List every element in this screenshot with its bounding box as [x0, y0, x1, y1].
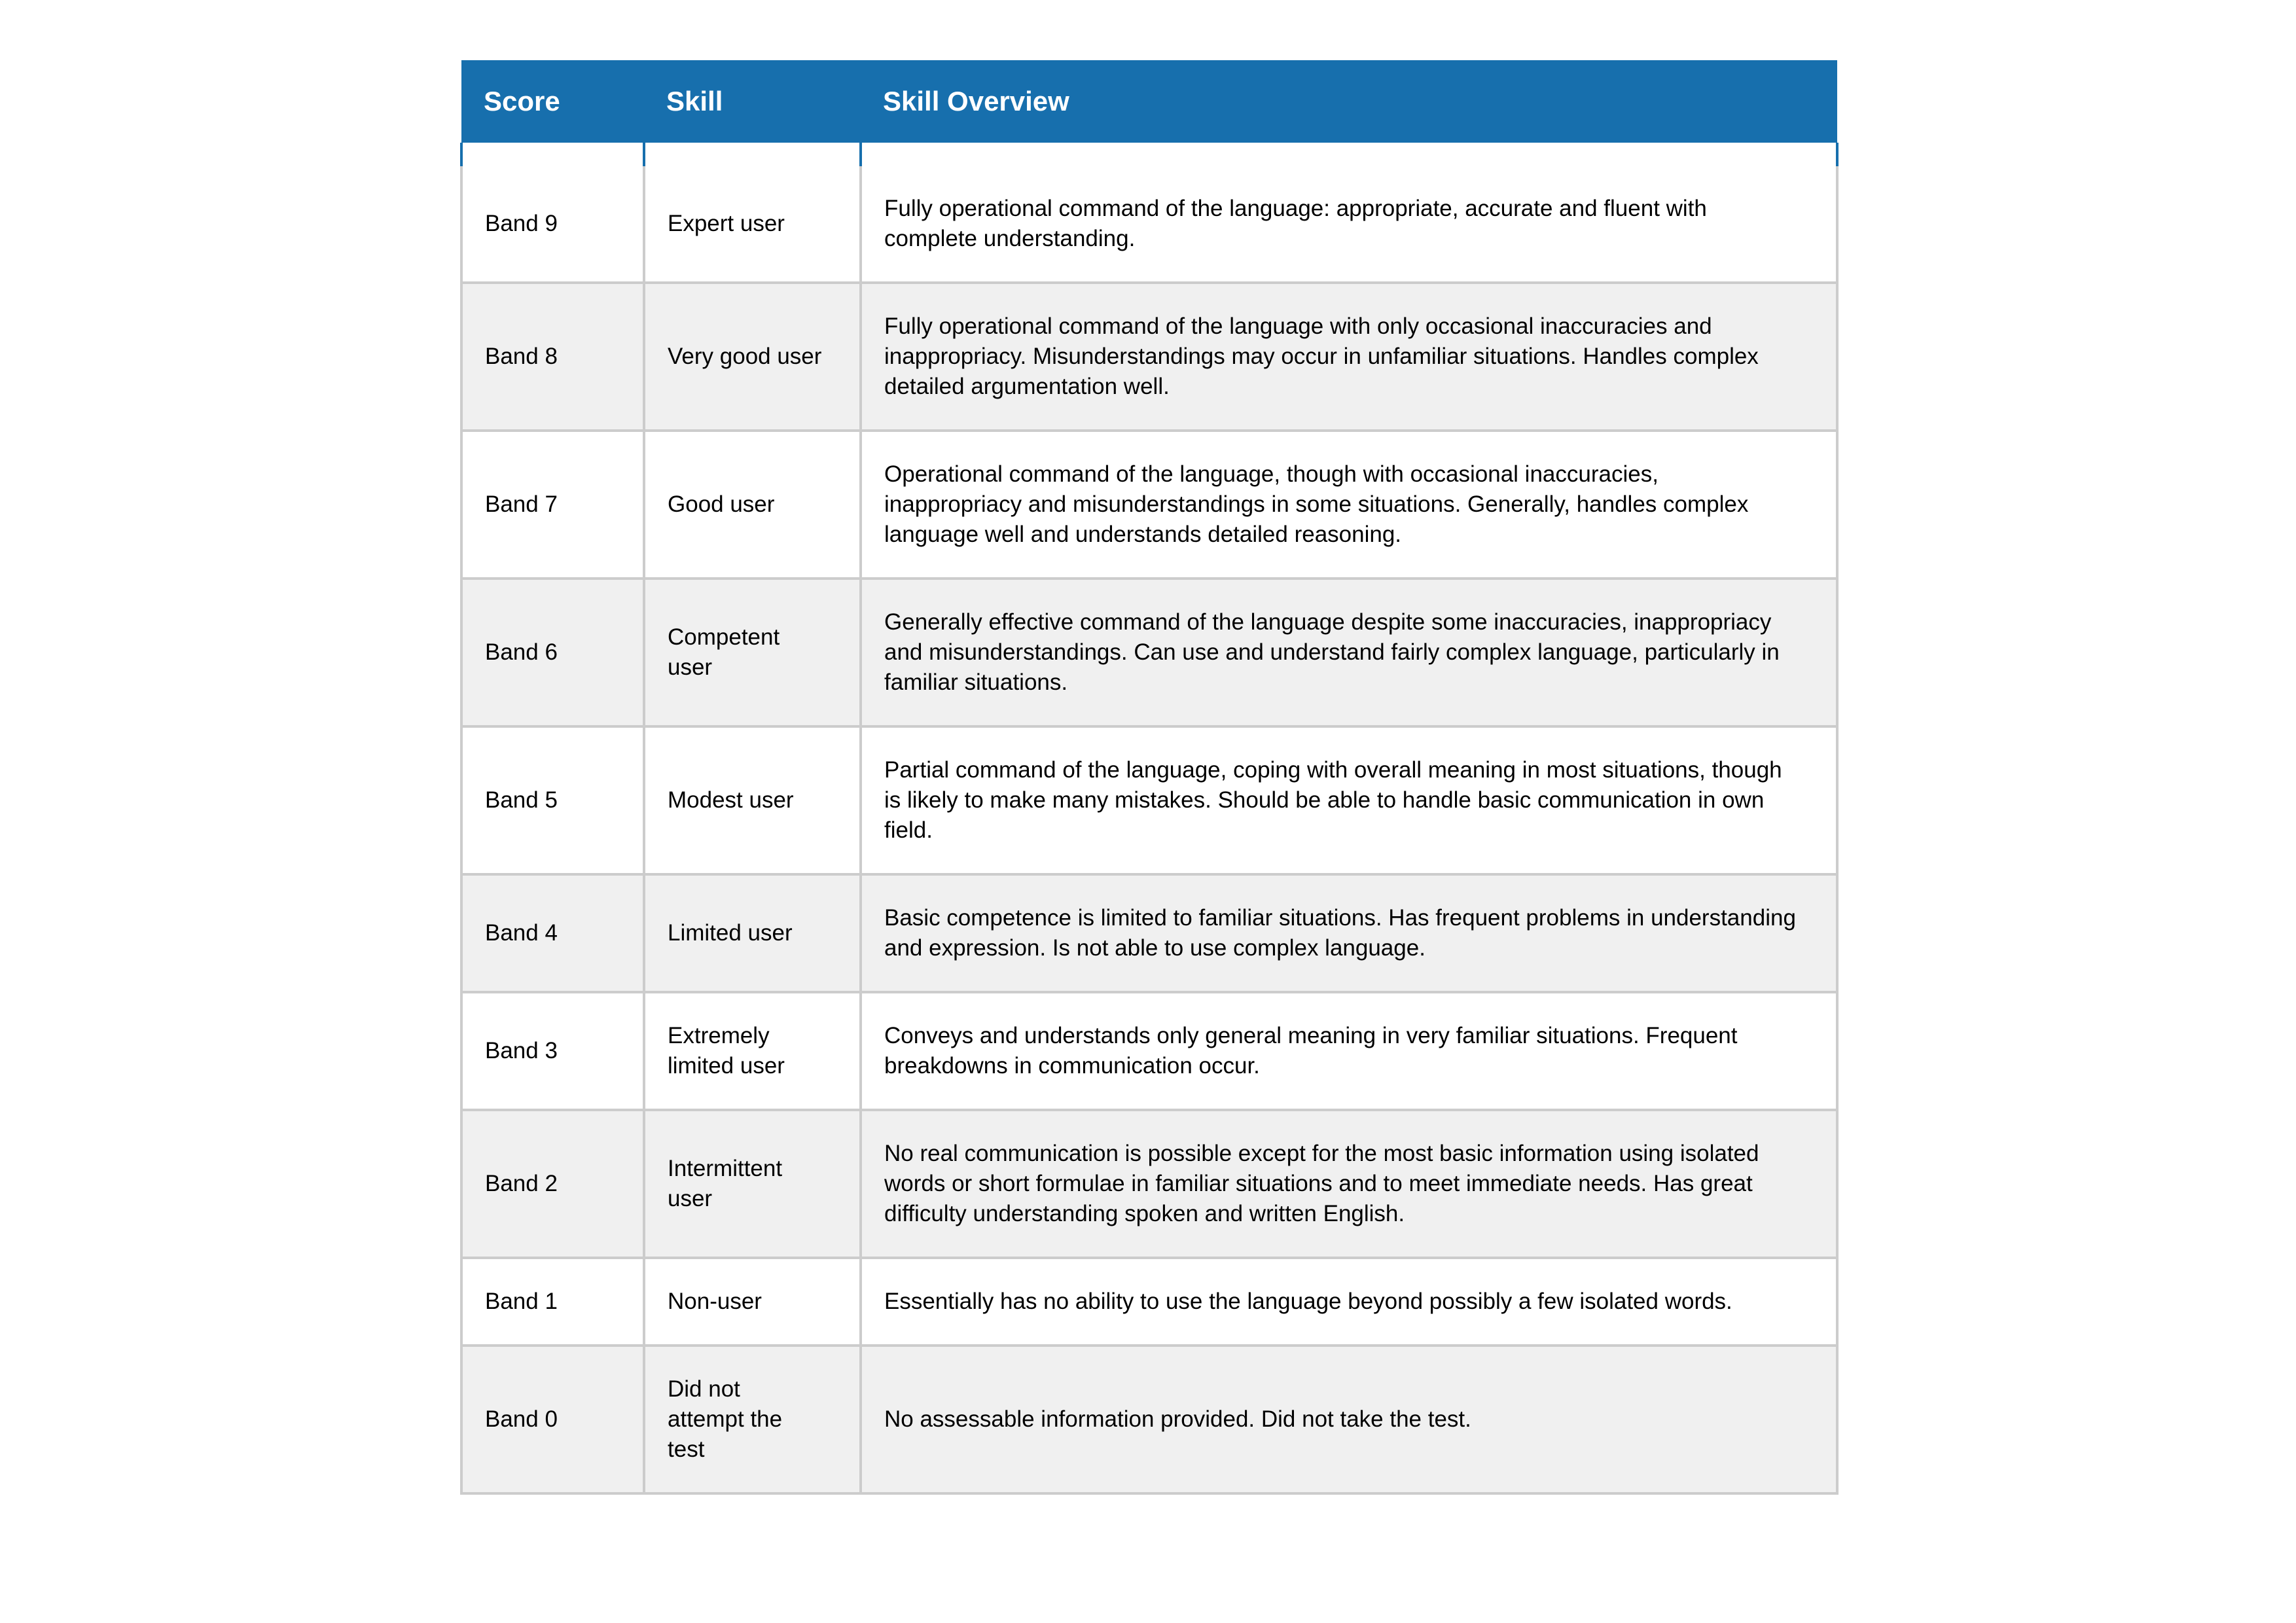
band-row [461, 283, 1837, 431]
band-score-cell: Band 7 [461, 431, 644, 579]
band-overview-cell: Fully operational command of the language: appropriate, accurate and fluent with complete understanding. [861, 166, 1837, 283]
band-score-cell: Band 5 [461, 726, 644, 874]
band-row [461, 1346, 1837, 1493]
band-score-cell: Band 1 [461, 1258, 644, 1346]
band-row [461, 431, 1837, 579]
band-skill-cell: Extremely limited user [644, 992, 861, 1110]
header-row [461, 60, 1837, 143]
band-skill-cell: Intermittent user [644, 1110, 861, 1258]
band-overview-cell: Generally effective command of the language despite some inaccuracies, inappropriacy and misunderstandings. Can use and understand fairly complex language, particularly in familiar situations. [861, 579, 1837, 726]
band-skill-cell: Good user [644, 431, 861, 579]
band-score-cell: Band 4 [461, 874, 644, 992]
band-score-cell: Band 3 [461, 992, 644, 1110]
band-score-cell: Band 9 [461, 166, 644, 283]
band-score-cell: Band 8 [461, 283, 644, 431]
spacer-cell [861, 143, 1837, 166]
table-header [461, 60, 1837, 143]
band-overview-cell: Basic competence is limited to familiar situations. Has frequent problems in understanding and expression. Is not able to use complex language. [861, 874, 1837, 992]
band-skill-cell: Did not attempt the test [644, 1346, 861, 1493]
band-row [461, 579, 1837, 726]
band-score-table [460, 60, 1839, 1495]
band-row [461, 992, 1837, 1110]
spacer-cell [461, 143, 644, 166]
band-overview-cell: Essentially has no ability to use the language beyond possibly a few isolated words. [861, 1258, 1837, 1346]
band-score-cell: Band 2 [461, 1110, 644, 1258]
spacer-cell [644, 143, 861, 166]
band-overview-cell: No real communication is possible except for the most basic information using isolated words or short formulae in familiar situations and to meet immediate needs. Has great difficulty understanding spoken and written English. [861, 1110, 1837, 1258]
band-overview-cell: Partial command of the language, coping with overall meaning in most situations, though is likely to make many mistakes. Should be able to handle basic communication in own field. [861, 726, 1837, 874]
band-score-cell: Band 0 [461, 1346, 644, 1493]
band-score-cell: Band 6 [461, 579, 644, 726]
band-skill-cell: Non-user [644, 1258, 861, 1346]
band-skill-cell: Expert user [644, 166, 861, 283]
band-skill-cell: Modest user [644, 726, 861, 874]
band-row [461, 1110, 1837, 1258]
column-header-score: Score [461, 60, 644, 143]
band-row [461, 1258, 1837, 1346]
band-row [461, 726, 1837, 874]
column-header-skill-overview: Skill Overview [861, 60, 1837, 143]
table-body [461, 143, 1837, 1493]
column-header-skill: Skill [644, 60, 861, 143]
band-skill-cell: Limited user [644, 874, 861, 992]
band-row [461, 874, 1837, 992]
header-spacer-row [461, 143, 1837, 166]
band-row [461, 166, 1837, 283]
band-skill-cell: Competent user [644, 579, 861, 726]
band-skill-cell: Very good user [644, 283, 861, 431]
band-overview-cell: Operational command of the language, though with occasional inaccuracies, inappropriacy and misunderstandings in some situations. Generally, handles complex language well and understands detailed reasoning. [861, 431, 1837, 579]
band-overview-cell: Conveys and understands only general meaning in very familiar situations. Frequent breakdowns in communication occur. [861, 992, 1837, 1110]
band-overview-cell: No assessable information provided. Did not take the test. [861, 1346, 1837, 1493]
band-overview-cell: Fully operational command of the language with only occasional inaccuracies and inappropriacy. Misunderstandings may occur in unfamiliar situations. Handles complex detailed argumentation well. [861, 283, 1837, 431]
